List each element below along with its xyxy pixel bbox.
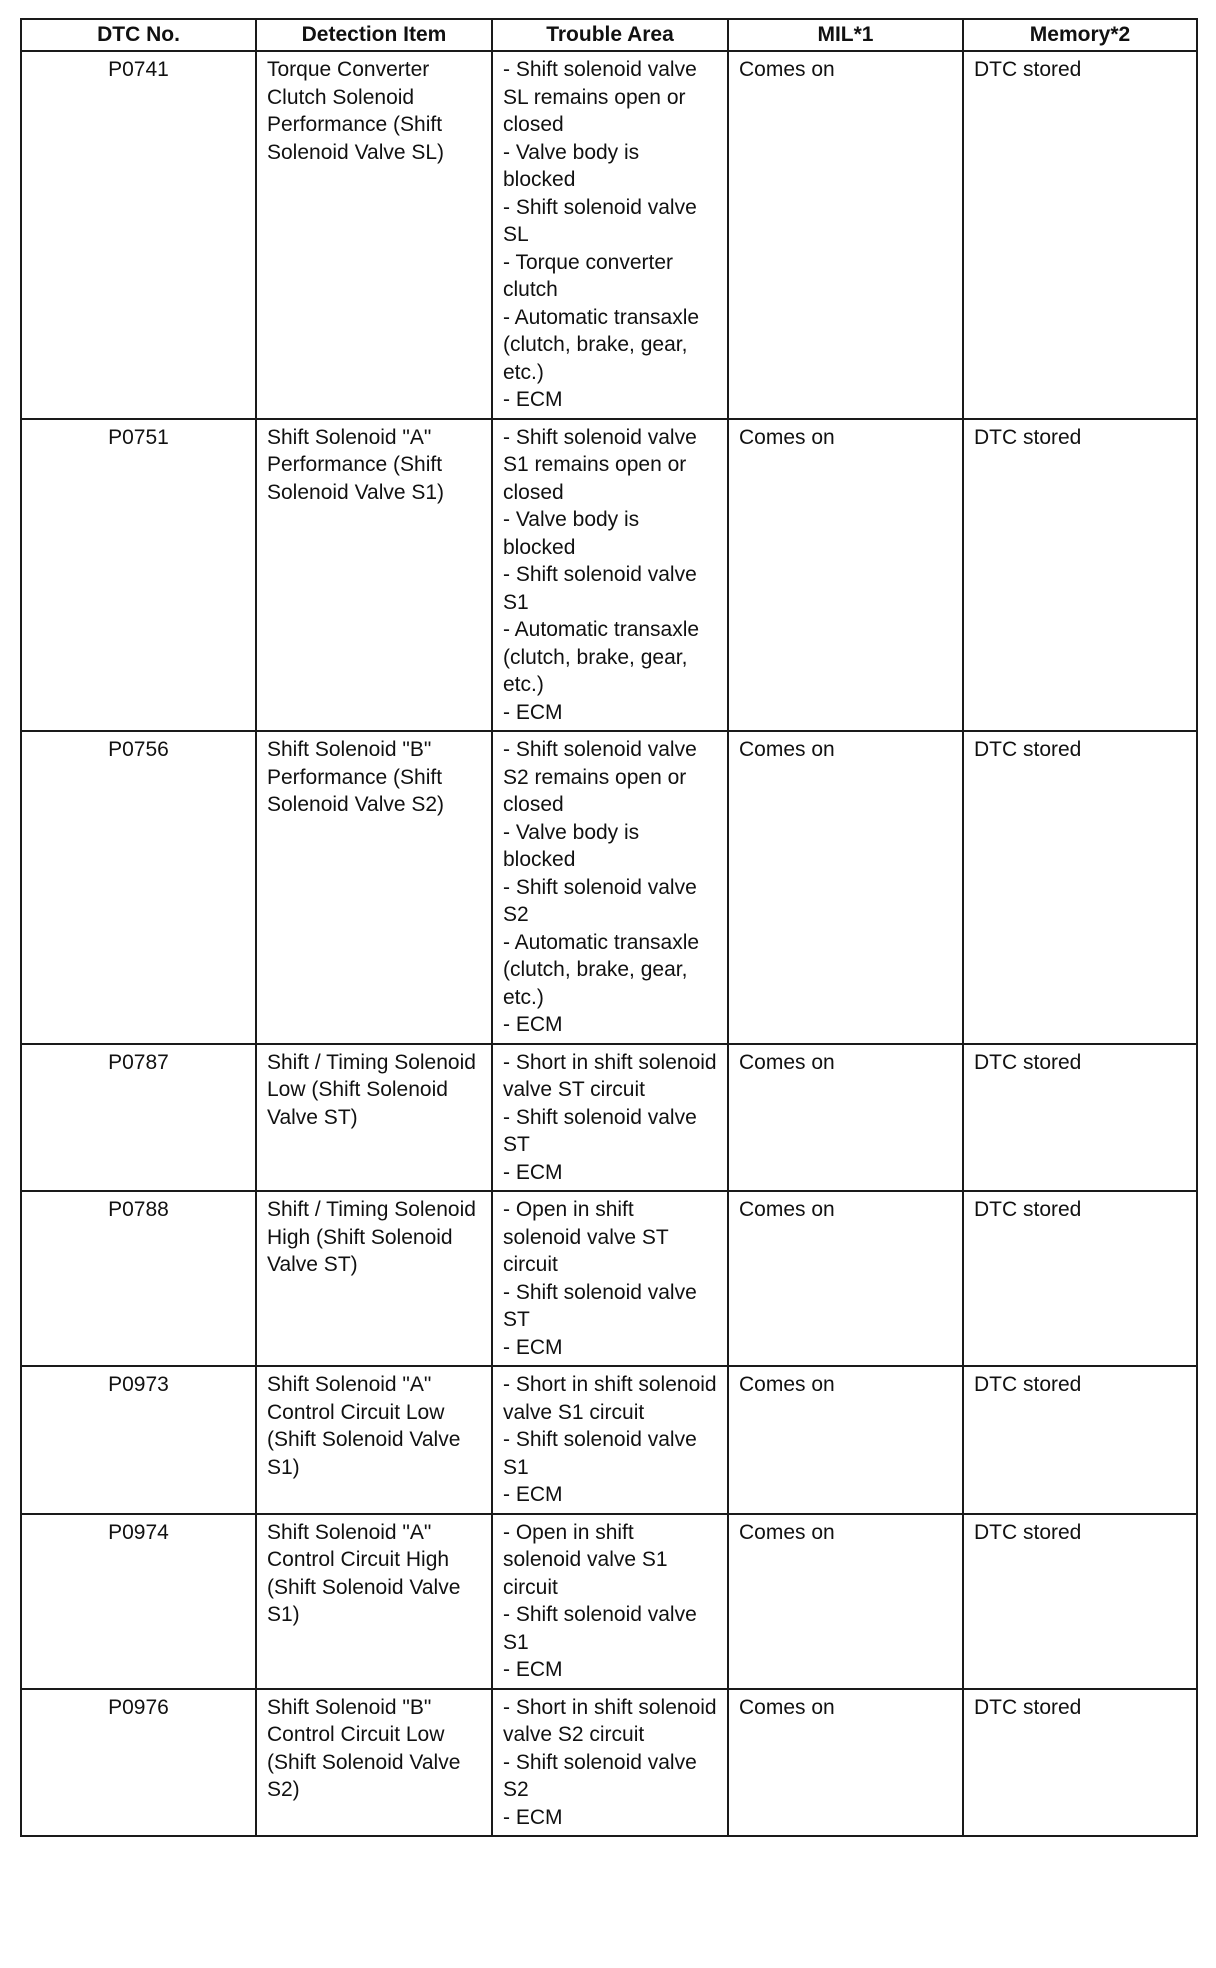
memory-cell: DTC stored xyxy=(963,1689,1197,1837)
table-row xyxy=(21,1689,1197,1837)
mil-cell: Comes on xyxy=(728,1514,963,1689)
detection-item-cell: Shift Solenoid "A" Control Circuit High (Shift Solenoid Valve S1) xyxy=(256,1514,492,1689)
detection-item-cell: Shift Solenoid "A" Control Circuit Low (Shift Solenoid Valve S1) xyxy=(256,1366,492,1514)
trouble-area-item: - Shift solenoid valve S2 remains open or closed xyxy=(503,738,697,816)
trouble-area-item: - ECM xyxy=(503,1658,563,1681)
trouble-area-cell xyxy=(492,51,728,419)
memory-cell: DTC stored xyxy=(963,1191,1197,1366)
trouble-area-item: - Shift solenoid valve SL xyxy=(503,195,697,246)
detection-item-cell: Torque Converter Clutch Solenoid Performance (Shift Solenoid Valve SL) xyxy=(256,51,492,419)
trouble-area-item: - Automatic transaxle (clutch, brake, gear, etc.) xyxy=(503,930,700,1009)
trouble-area-cell xyxy=(492,731,728,1044)
trouble-area-item: - Short in shift solenoid valve ST circuit xyxy=(503,1050,717,1101)
mil-cell: Comes on xyxy=(728,731,963,1044)
header-row xyxy=(21,19,1197,51)
trouble-area-item: - Shift solenoid valve S1 remains open or closed xyxy=(503,425,697,504)
trouble-area-cell xyxy=(492,419,728,732)
trouble-area-item: - Valve body is blocked xyxy=(503,820,640,871)
memory-cell: DTC stored xyxy=(963,1044,1197,1192)
dtc-table xyxy=(20,18,1198,1837)
trouble-area-item: - Short in shift solenoid valve S2 circuit xyxy=(503,1695,717,1746)
table-row xyxy=(21,1044,1197,1192)
dtc-number-cell: P0756 xyxy=(21,731,256,1044)
dtc-number-cell: P0788 xyxy=(21,1191,256,1366)
trouble-area-cell xyxy=(492,1514,728,1689)
dtc-number-cell: P0973 xyxy=(21,1366,256,1514)
trouble-area-item: - Shift solenoid valve S2 xyxy=(503,1750,697,1801)
table-row xyxy=(21,1191,1197,1366)
dtc-number-cell: P0974 xyxy=(21,1514,256,1689)
header-mil: MIL*1 xyxy=(728,19,963,51)
table-row xyxy=(21,1366,1197,1514)
mil-cell: Comes on xyxy=(728,1689,963,1837)
trouble-area-item: - Automatic transaxle (clutch, brake, gear, etc.) xyxy=(503,618,700,696)
header-memory: Memory*2 xyxy=(963,19,1197,51)
memory-cell: DTC stored xyxy=(963,1514,1197,1689)
trouble-area-item: - ECM xyxy=(503,1483,563,1506)
table-header xyxy=(21,19,1197,51)
trouble-area-cell xyxy=(492,1044,728,1192)
trouble-area-item: - ECM xyxy=(503,1013,563,1036)
trouble-area-item: - Valve body is blocked xyxy=(503,140,640,191)
trouble-area-cell xyxy=(492,1191,728,1366)
trouble-area-item: - ECM xyxy=(503,700,563,724)
dtc-number-cell: P0741 xyxy=(21,51,256,419)
dtc-number-cell: P0751 xyxy=(21,419,256,732)
mil-cell: Comes on xyxy=(728,419,963,732)
trouble-area-item: - Shift solenoid valve SL remains open or closed xyxy=(503,58,697,136)
trouble-area-item: - ECM xyxy=(503,1160,563,1184)
trouble-area-item: - Shift solenoid valve S1 xyxy=(503,563,697,614)
trouble-area-item: - Automatic transaxle (clutch, brake, gear, etc.) xyxy=(503,305,700,384)
mil-cell: Comes on xyxy=(728,51,963,419)
table-row xyxy=(21,731,1197,1044)
detection-item-cell: Shift Solenoid "B" Control Circuit Low (Shift Solenoid Valve S2) xyxy=(256,1689,492,1837)
header-trouble-area: Trouble Area xyxy=(492,19,728,51)
table-row xyxy=(21,1514,1197,1689)
dtc-number-cell: P0787 xyxy=(21,1044,256,1192)
memory-cell: DTC stored xyxy=(963,51,1197,419)
memory-cell: DTC stored xyxy=(963,731,1197,1044)
table-body xyxy=(21,51,1197,1836)
trouble-area-item: - Shift solenoid valve ST xyxy=(503,1280,697,1331)
mil-cell: Comes on xyxy=(728,1191,963,1366)
trouble-area-cell xyxy=(492,1366,728,1514)
trouble-area-item: - Short in shift solenoid valve S1 circuit xyxy=(503,1373,717,1424)
detection-item-cell: Shift / Timing Solenoid High (Shift Solenoid Valve ST) xyxy=(256,1191,492,1366)
dtc-number-cell: P0976 xyxy=(21,1689,256,1837)
table-row xyxy=(21,51,1197,419)
table-row xyxy=(21,419,1197,732)
memory-cell: DTC stored xyxy=(963,419,1197,732)
trouble-area-item: - Valve body is blocked xyxy=(503,508,640,559)
trouble-area-item: - Torque converter clutch xyxy=(503,250,674,301)
trouble-area-item: - ECM xyxy=(503,1805,563,1829)
mil-cell: Comes on xyxy=(728,1366,963,1514)
trouble-area-item: - Shift solenoid valve S1 xyxy=(503,1603,697,1654)
detection-item-cell: Shift / Timing Solenoid Low (Shift Solenoid Valve ST) xyxy=(256,1044,492,1192)
trouble-area-item: - Open in shift solenoid valve S1 circuit xyxy=(503,1520,668,1599)
trouble-area-item: - Shift solenoid valve S1 xyxy=(503,1428,697,1479)
detection-item-cell: Shift Solenoid "B" Performance (Shift Solenoid Valve S2) xyxy=(256,731,492,1044)
trouble-area-cell xyxy=(492,1689,728,1837)
header-dtc-no: DTC No. xyxy=(21,19,256,51)
trouble-area-item: - ECM xyxy=(503,388,563,411)
detection-item-cell: Shift Solenoid "A" Performance (Shift Solenoid Valve S1) xyxy=(256,419,492,732)
mil-cell: Comes on xyxy=(728,1044,963,1192)
trouble-area-item: - Shift solenoid valve ST xyxy=(503,1105,697,1156)
trouble-area-item: - Shift solenoid valve S2 xyxy=(503,875,697,926)
header-detection-item: Detection Item xyxy=(256,19,492,51)
trouble-area-item: - ECM xyxy=(503,1335,563,1359)
trouble-area-item: - Open in shift solenoid valve ST circuit xyxy=(503,1198,669,1276)
memory-cell: DTC stored xyxy=(963,1366,1197,1514)
